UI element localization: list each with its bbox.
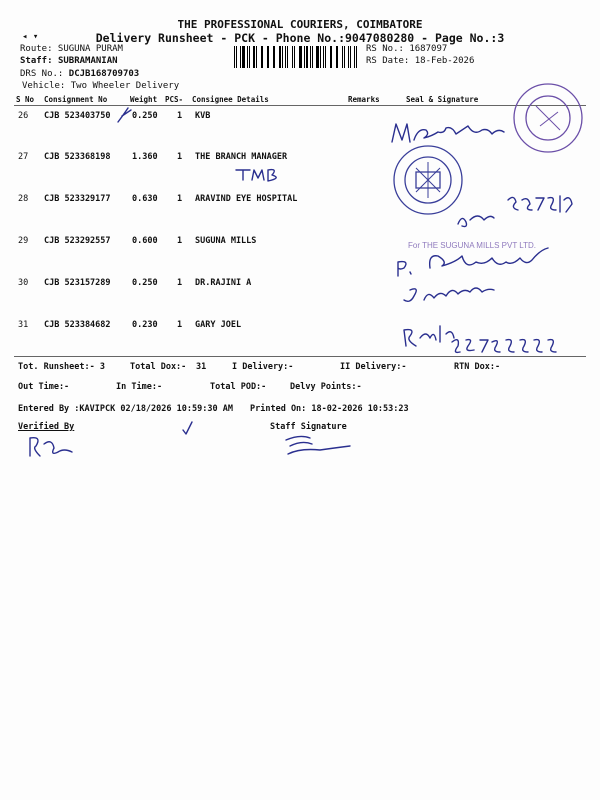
row-weight: 0.250 xyxy=(132,278,158,288)
staff-signature-stroke xyxy=(286,436,350,454)
signature-stroke xyxy=(414,126,504,140)
out-time: Out Time:- xyxy=(18,382,70,392)
row-pcs: 1 xyxy=(177,194,183,204)
ii-delivery: II Delivery:- xyxy=(340,362,407,372)
staff-signature-label: Staff Signature xyxy=(270,422,347,432)
drs-label: DRS No.: xyxy=(20,69,64,79)
row-weight: 0.630 xyxy=(132,194,158,204)
row-weight: 0.600 xyxy=(132,236,158,246)
col-pcs: PCS- xyxy=(165,95,184,104)
col-sno: S No xyxy=(16,95,35,104)
row-sno: 27 xyxy=(18,152,29,162)
row-consignment-no: CJB 523384682 xyxy=(44,320,111,330)
staff-label: Staff: xyxy=(20,56,53,66)
totals-divider xyxy=(14,356,586,357)
row-pcs: 1 xyxy=(177,320,183,330)
tick-mark-icon xyxy=(118,108,131,122)
printed-on: Printed On: 18-02-2026 10:53:23 xyxy=(250,404,409,414)
total-dox-value: 31 xyxy=(196,362,207,372)
col-consignee: Consignee Details xyxy=(192,95,269,104)
signature-stroke xyxy=(404,288,494,301)
delvy-points: Delvy Points:- xyxy=(290,382,362,392)
row-weight: 1.360 xyxy=(132,152,158,162)
signature-stroke xyxy=(398,262,411,276)
row-consignment-no: CJB 523368198 xyxy=(44,152,111,162)
signature-stroke xyxy=(404,326,454,346)
row-sno: 26 xyxy=(18,111,29,121)
row-consignee: THE BRANCH MANAGER xyxy=(195,152,288,162)
handwritten-note xyxy=(458,216,494,227)
row-sno: 29 xyxy=(18,236,29,246)
row-pcs: 1 xyxy=(177,278,183,288)
tot-runsheet: Tot. Runsheet:- 3 xyxy=(18,362,105,372)
row-sno: 30 xyxy=(18,278,29,288)
row-consignment-no: CJB 523329177 xyxy=(44,194,111,204)
col-remarks: Remarks xyxy=(348,95,380,104)
footer-signatures xyxy=(0,430,600,470)
hospital-stamp xyxy=(394,146,462,214)
entered-by: Entered By :KAVIPCK 02/18/2026 10:59:30 AM xyxy=(18,404,233,414)
col-consignment: Consignment No xyxy=(44,95,108,104)
bank-stamp xyxy=(514,84,582,152)
drs-value: DCJB168709703 xyxy=(68,69,140,79)
handwritten-phone xyxy=(452,340,556,353)
verified-by-label: Verified By xyxy=(18,422,75,432)
total-pod: Total POD:- xyxy=(210,382,267,392)
rs-number: RS No.: 1687097 xyxy=(366,44,448,54)
row-sno: 31 xyxy=(18,320,29,330)
row-consignment-no: CJB 523292557 xyxy=(44,236,111,246)
row-consignee: SUGUNA MILLS xyxy=(195,236,257,246)
row-pcs: 1 xyxy=(177,111,183,121)
corner-mark: ◂ ▾ xyxy=(22,32,39,42)
signature-stroke xyxy=(392,124,410,142)
row-consignee: ARAVIND EYE HOSPITAL xyxy=(195,194,298,204)
row-pcs: 1 xyxy=(177,152,183,162)
handwritten-phone xyxy=(508,196,572,212)
verified-signature-stroke xyxy=(30,438,72,456)
i-delivery: I Delivery:- xyxy=(232,362,294,372)
row-weight: 0.230 xyxy=(132,320,158,330)
signature-stroke xyxy=(430,248,548,268)
row-consignee: GARY JOEL xyxy=(195,320,242,330)
col-weight: Weight xyxy=(130,95,158,104)
company-title: THE PROFESSIONAL COURIERS, COIMBATORE xyxy=(177,18,423,31)
col-seal-signature: Seal & Signature xyxy=(406,95,479,104)
row-consignment-no: CJB 523157289 xyxy=(44,278,111,288)
row-pcs: 1 xyxy=(177,236,183,246)
row-consignee: KVB xyxy=(195,111,211,121)
staff-value: SUBRAMANIAN xyxy=(57,56,118,66)
rs-date: RS Date: 18-Feb-2026 xyxy=(366,56,475,66)
vehicle-text: Vehicle: Two Wheeler Delivery xyxy=(22,81,180,91)
in-time: In Time:- xyxy=(116,382,163,392)
row-consignment-no: CJB 523403750 xyxy=(44,111,111,121)
route-text: Route: SUGUNA PURAM xyxy=(20,44,123,54)
company-stamp-text: For THE SUGUNA MILLS PVT LTD. xyxy=(408,241,537,250)
runsheet-subtitle: Delivery Runsheet - PCK - Phone No.:9047080280 - Page No.:3 xyxy=(95,31,505,45)
row-weight: 0.250 xyxy=(132,111,158,121)
total-dox-label: Total Dox:- xyxy=(130,362,187,372)
handwritten-tmb xyxy=(236,170,276,181)
rtn-dox: RTN Dox:- xyxy=(454,362,501,372)
row-consignee: DR.RAJINI A xyxy=(195,278,252,288)
row-sno: 28 xyxy=(18,194,29,204)
